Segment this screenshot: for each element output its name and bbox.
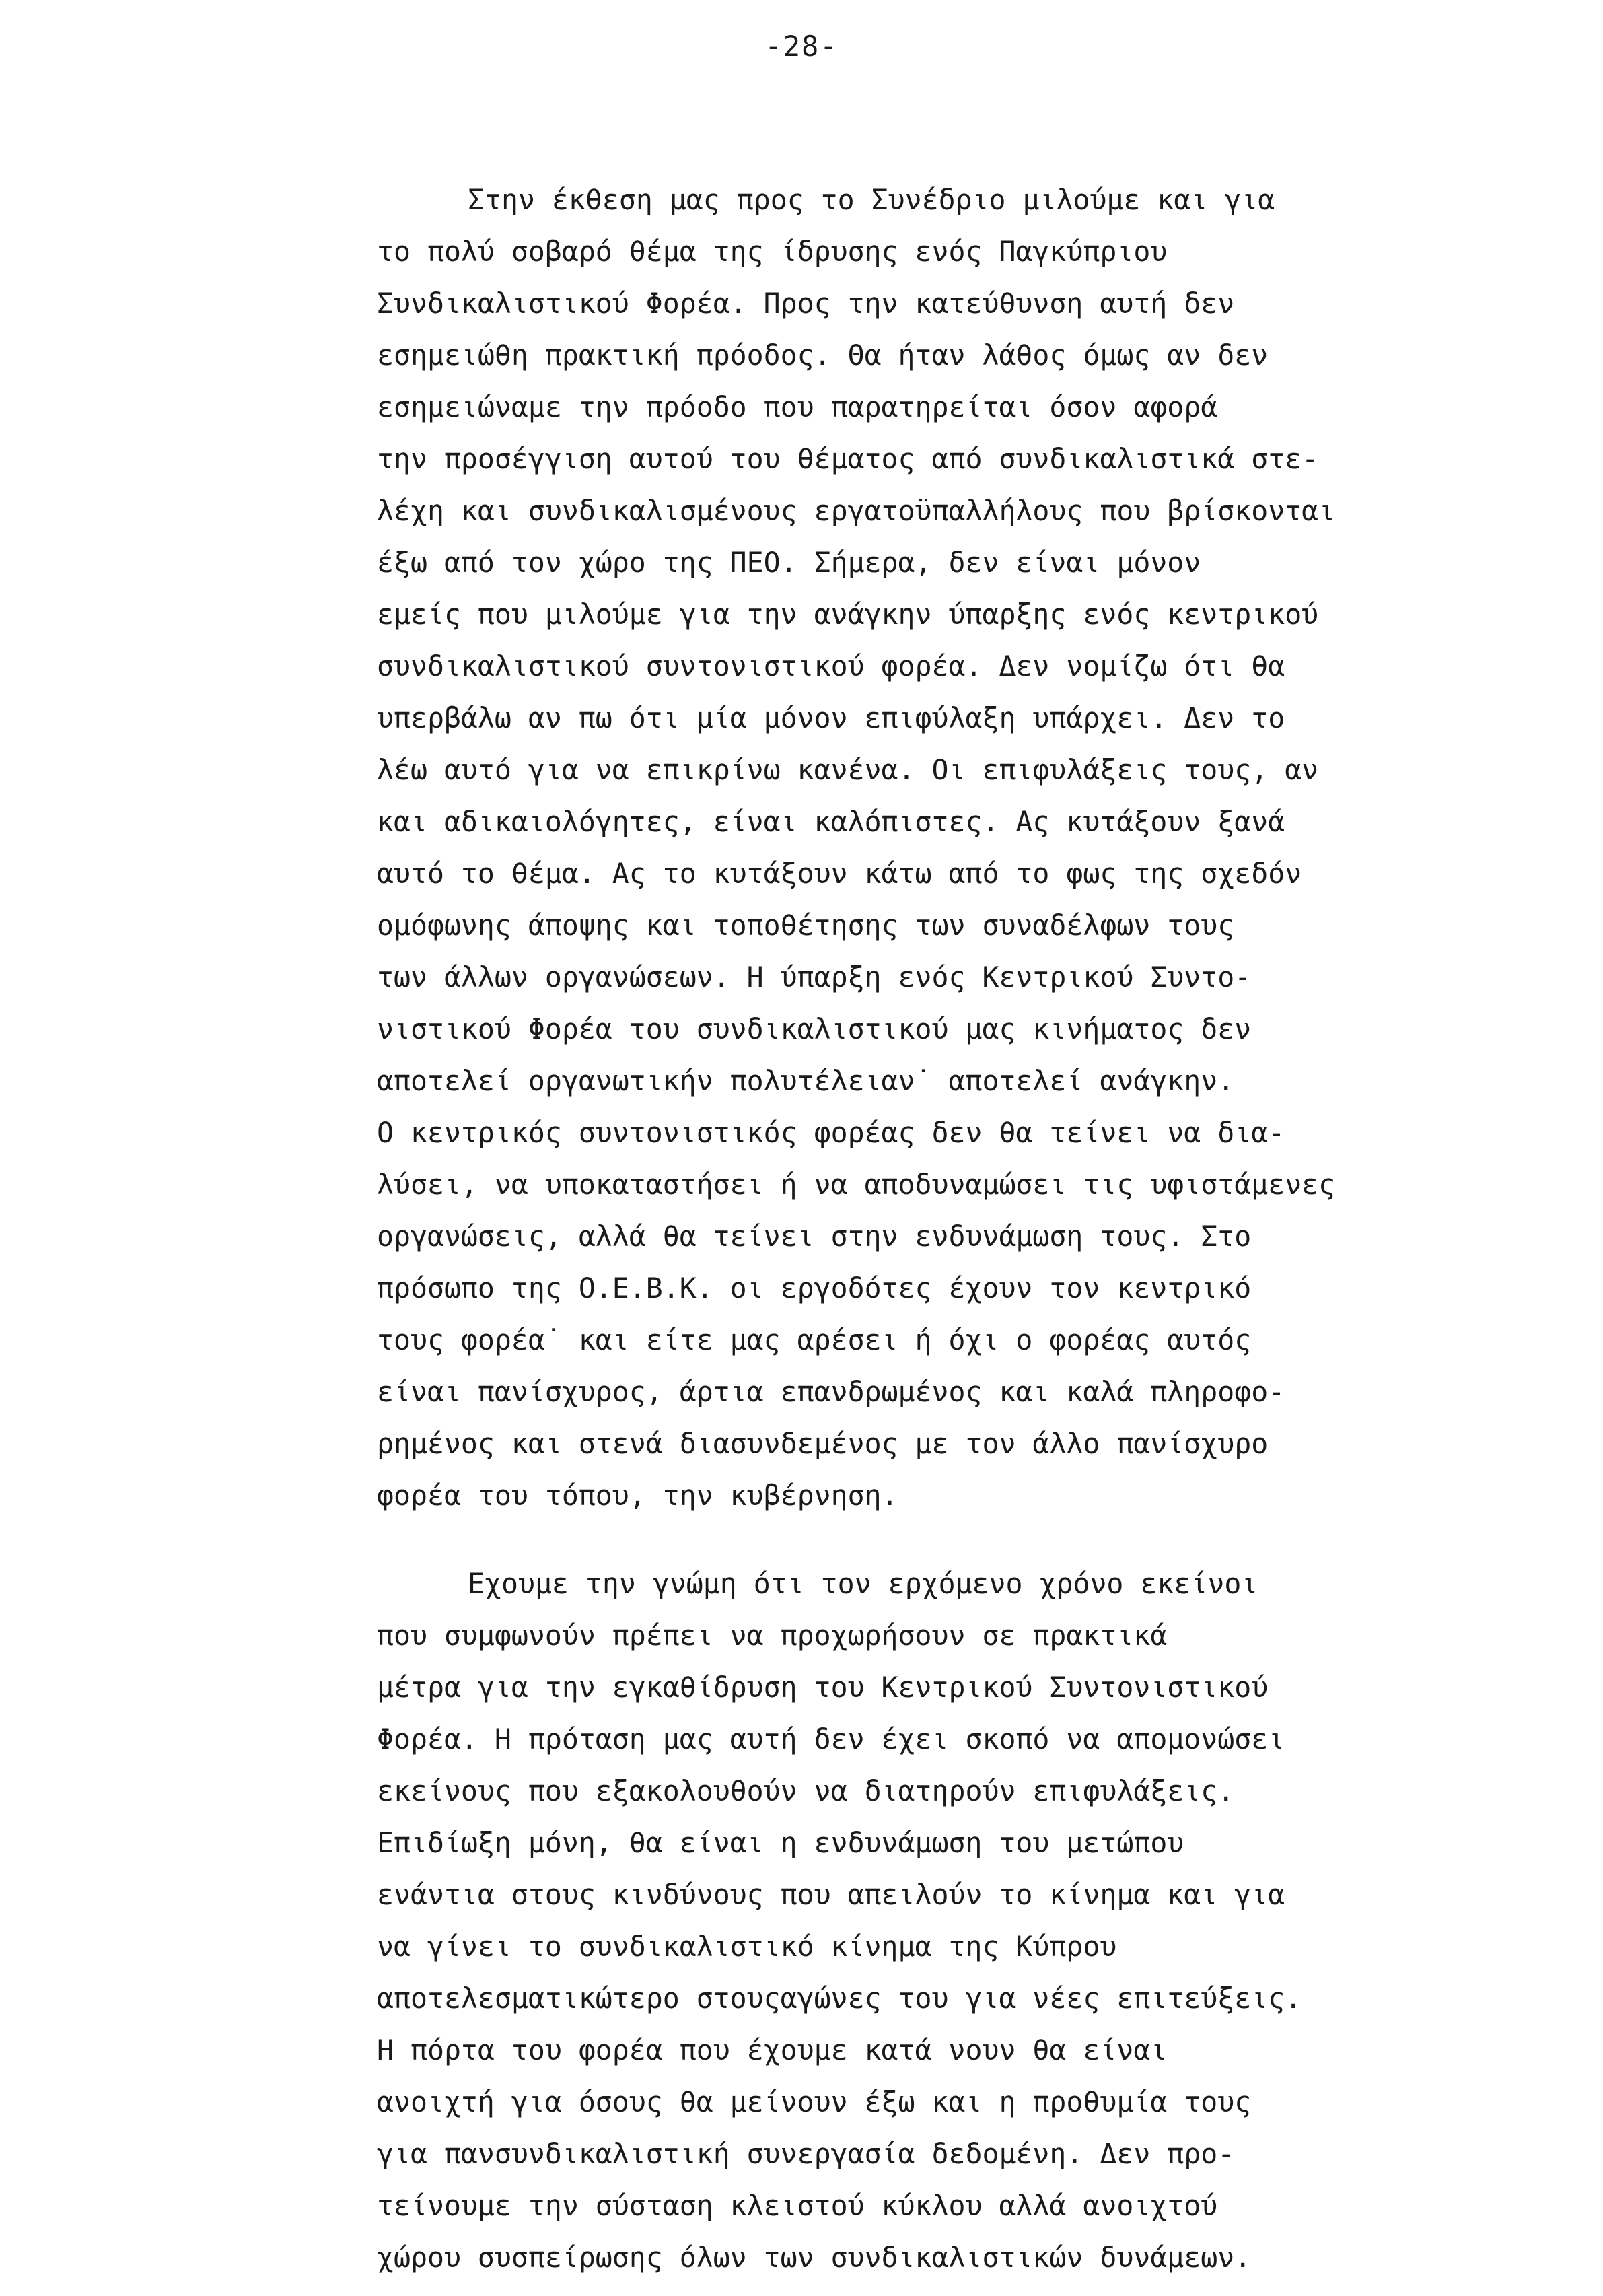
text-line: έξω από τον χώρο της ΠΕΟ. Σήμερα, δεν είναι μόνον — [377, 546, 1201, 579]
text-line: που συμφωνούν πρέπει να προχωρήσουν σε πρακτικά — [377, 1619, 1168, 1652]
text-line: ενάντια στους κινδύνους που απειλούν το κίνημα και για — [377, 1878, 1285, 1911]
paragraph-2 — [377, 1558, 1534, 2283]
text-line: χώρου συσπείρωσης όλων των συνδικαλιστικών δυνάμεων. — [377, 2241, 1252, 2274]
text-line: εσημειώναμε την πρόοδο που παρατηρείται όσον αφορά — [377, 390, 1218, 423]
text-line: την προσέγγιση αυτού του θέματος από συνδικαλιστικά στε- — [377, 442, 1319, 475]
text-line: λύσει, να υποκαταστήσει ή να αποδυναμώσει τις υφιστάμενες — [377, 1168, 1336, 1201]
text-line: των άλλων οργανώσεων. Η ύπαρξη ενός Κεντρικού Συντο- — [377, 961, 1252, 994]
text-line: φορέα του τόπου, την κυβέρνηση. — [377, 1479, 898, 1512]
text-line: εσημειώθη πρακτική πρόοδος. Θα ήταν λάθος όμως αν δεν — [377, 339, 1269, 372]
text-line: εκείνους που εξακολουθούν να διατηρούν επιφυλάξεις. — [377, 1774, 1235, 1807]
paragraph-spacer — [377, 1521, 1534, 1558]
text-line: αυτό το θέμα. Ας το κυτάξουν κάτω από το φως της σχεδόν — [377, 857, 1302, 890]
paragraph-1 — [377, 174, 1534, 1521]
text-line: εμείς που μιλούμε για την ανάγκην ύπαρξης ενός κεντρικού — [377, 598, 1319, 631]
text-line: είναι πανίσχυρος, άρτια επανδρωμένος και καλά πληροφο- — [377, 1375, 1285, 1408]
text-line: πρόσωπο της Ο.Ε.Β.Κ. οι εργοδότες έχουν τον κεντρικό — [377, 1272, 1252, 1304]
text-line: ρημένος και στενά διασυνδεμένος με τον άλλο πανίσχυρο — [377, 1427, 1269, 1460]
text-line: λέχη και συνδικαλισμένους εργατοϋπαλλήλους που βρίσκονται — [377, 494, 1336, 527]
document-body — [377, 174, 1534, 2283]
text-line: οργανώσεις, αλλά θα τείνει στην ενδυνάμωση τους. Στο — [377, 1220, 1252, 1253]
text-line: νιστικού Φορέα του συνδικαλιστικού μας κινήματος δεν — [377, 1012, 1252, 1045]
text-line: και αδικαιολόγητες, είναι καλόπιστες. Ας κυτάξουν ξανά — [377, 805, 1285, 838]
text-line: Εχουμε την γνώμη ότι τον ερχόμενο χρόνο εκείνοι — [468, 1567, 1258, 1600]
text-line: λέω αυτό για να επικρίνω κανένα. Οι επιφυλάξεις τους, αν — [377, 753, 1319, 786]
text-line: Συνδικαλιστικού Φορέα. Προς την κατεύθυνση αυτή δεν — [377, 287, 1235, 320]
text-line: το πολύ σοβαρό θέμα της ίδρυσης ενός Παγκύπριου — [377, 235, 1168, 268]
text-line: ανοιχτή για όσους θα μείνουν έξω και η προθυμία τους — [377, 2085, 1252, 2118]
text-line: τους φορέα˙ και είτε μας αρέσει ή όχι ο φορέας αυτός — [377, 1323, 1252, 1356]
text-line: Η πόρτα του φορέα που έχουμε κατά νουν θα είναι — [377, 2033, 1168, 2066]
text-line: αποτελεσματικώτερο στουςαγώνες του για νέες επιτεύξεις. — [377, 1982, 1302, 2015]
text-line: τείνουμε την σύσταση κλειστού κύκλου αλλά ανοιχτού — [377, 2189, 1218, 2222]
text-line: αποτελεί οργανωτικήν πολυτέλειαν˙ αποτελεί ανάγκην. — [377, 1064, 1235, 1097]
text-line: να γίνει το συνδικαλιστικό κίνημα της Κύπρου — [377, 1930, 1117, 1963]
text-line: μέτρα για την εγκαθίδρυση του Κεντρικού Συντονιστικού — [377, 1671, 1269, 1704]
page-number: -28- — [764, 30, 839, 63]
text-line: για πανσυνδικαλιστική συνεργασία δεδομένη. Δεν προ- — [377, 2137, 1235, 2170]
text-line: συνδικαλιστικού συντονιστικού φορέα. Δεν νομίζω ότι θα — [377, 650, 1285, 683]
text-line: Επιδίωξη μόνη, θα είναι η ενδυνάμωση του μετώπου — [377, 1826, 1184, 1859]
text-line: Φορέα. Η πρόταση μας αυτή δεν έχει σκοπό να απομονώσει — [377, 1723, 1285, 1755]
text-line: Στην έκθεση μας προς το Συνέδριο μιλούμε και για — [468, 183, 1275, 216]
text-line: Ο κεντρικός συντονιστικός φορέας δεν θα τείνει να δια- — [377, 1116, 1285, 1149]
text-line: υπερβάλω αν πω ότι μία μόνον επιφύλαξη υπάρχει. Δεν το — [377, 701, 1285, 734]
text-line: ομόφωνης άποψης και τοποθέτησης των συναδέλφων τους — [377, 909, 1235, 942]
